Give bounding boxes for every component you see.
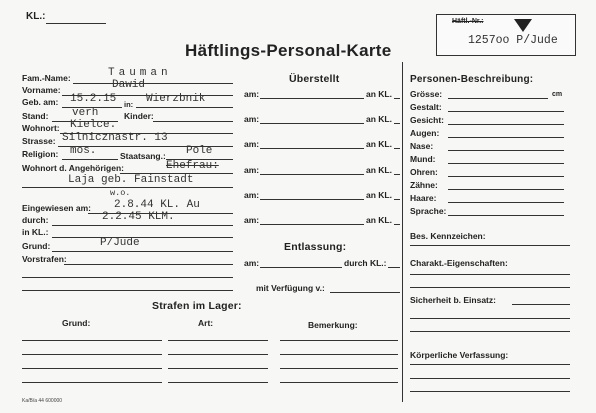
beschreibung-field-line — [448, 150, 564, 151]
beschreibung-field-label: Grösse: — [410, 89, 443, 99]
in-kl-line — [52, 237, 233, 238]
cm-label: cm — [552, 91, 563, 98]
strafen-bemerkung-line — [280, 354, 398, 355]
beschreibung-field-line — [448, 137, 564, 138]
entlassung-am-line — [260, 267, 342, 268]
ueberstellt-am-label: am: — [244, 139, 260, 149]
geb-am-value: 15.2.15 — [70, 93, 117, 105]
vorstrafen-line3 — [22, 290, 233, 291]
strafen-grund-label: Grund: — [62, 318, 91, 328]
beschreibung-field-label: Mund: — [410, 154, 436, 164]
beschreibung-field-line — [448, 215, 564, 216]
ueberstellt-an-kl-line — [394, 174, 400, 175]
ueberstellt-an-kl-label: an KL. — [366, 165, 392, 175]
vorstrafen-line2 — [22, 277, 233, 278]
ueberstellt-am-line — [260, 199, 364, 200]
religion-value: mos. — [70, 145, 97, 157]
strafen-grund-line — [22, 382, 162, 383]
koerper-line2 — [410, 378, 570, 379]
beschreibung-field-label: Nase: — [410, 141, 434, 151]
wohnort-label: Wohnort: — [22, 123, 60, 133]
strafen-grund-line — [22, 340, 162, 341]
entlassung-title: Entlassung: — [284, 241, 347, 253]
staatsang-label: Staatsang.: — [120, 151, 166, 161]
sicherheit-line2 — [410, 318, 570, 319]
ueberstellt-am-label: am: — [244, 165, 260, 175]
kl-line — [46, 23, 106, 24]
ueberstellt-am-label: am: — [244, 190, 260, 200]
triangle-badge-icon — [513, 18, 533, 33]
staatsang-value: Pole — [186, 145, 213, 157]
ueberstellt-an-kl-line — [394, 199, 400, 200]
strafen-art-line — [168, 382, 268, 383]
ueberstellt-an-kl-label: an KL. — [366, 139, 392, 149]
right-column-divider — [402, 62, 403, 402]
stand-label: Stand: — [22, 111, 49, 121]
wohnort-angeh-value1: Ehefrau: — [166, 160, 219, 172]
ueberstellt-am-line — [260, 98, 364, 99]
beschreibung-field-label: Sprache: — [410, 206, 447, 216]
ueberstellt-am-label: am: — [244, 114, 260, 124]
ueberstellt-am-line — [260, 174, 364, 175]
vorstrafen-label: Vorstrafen: — [22, 254, 67, 264]
strafen-bemerkung-label: Bemerkung: — [308, 320, 358, 330]
kinder-label: Kinder: — [124, 111, 154, 121]
grund-value: P/Jude — [100, 237, 140, 249]
durch-value: 2.2.45 KLM. — [102, 211, 175, 223]
ueberstellt-title: Überstellt — [289, 73, 340, 85]
vorname-label: Vorname: — [22, 85, 61, 95]
entlassung-am-label: am: — [244, 258, 260, 268]
charakt-line2 — [410, 287, 570, 288]
print-code: Ka/B/a 44 600000 — [22, 398, 63, 404]
bes-kennzeichen-label: Bes. Kennzeichen: — [410, 231, 486, 241]
sicherheit-label: Sicherheit b. Einsatz: — [410, 295, 496, 305]
beschreibung-field-line — [448, 176, 564, 177]
ueberstellt-an-kl-line — [394, 98, 400, 99]
ueberstellt-am-label: am: — [244, 215, 260, 225]
ueberstellt-an-kl-line — [394, 224, 400, 225]
ueberstellt-am-label: am: — [244, 89, 260, 99]
beschreibung-field-label: Augen: — [410, 128, 440, 138]
beschreibung-field-line — [448, 124, 564, 125]
koerper-line — [410, 364, 570, 365]
kinder-line — [153, 121, 233, 122]
ueberstellt-an-kl-label: an KL. — [366, 215, 392, 225]
durch-label: durch: — [22, 215, 49, 225]
stand-value: verh — [72, 107, 99, 119]
strafen-grund-line — [22, 354, 162, 355]
grund-line — [52, 251, 233, 252]
geb-am-label: Geb. am: — [22, 97, 59, 107]
ueberstellt-an-kl-line — [394, 123, 400, 124]
strafen-art-line — [168, 354, 268, 355]
eingewiesen-value: 2.8.44 KL. Au — [114, 199, 200, 211]
strafen-grund-line — [22, 368, 162, 369]
strafen-bemerkung-line — [280, 340, 398, 341]
entlassung-verfuegung-label: mit Verfügung v.: — [256, 283, 325, 293]
sicherheit-line — [512, 304, 570, 305]
wohnort-angeh-label: Wohnort d. Angehörigen: — [22, 163, 124, 173]
ueberstellt-am-line — [260, 148, 364, 149]
fam-name-value: Tauman — [108, 67, 172, 79]
ueberstellt-an-kl-line — [394, 148, 400, 149]
beschreibung-field-line — [448, 111, 564, 112]
charakt-line — [410, 274, 570, 275]
kl-label: KL.: — [26, 11, 46, 22]
wohnort-value: Kielce. — [70, 119, 117, 131]
strasse-label: Strasse: — [22, 136, 56, 146]
eingewiesen-label: Eingewiesen am: — [22, 203, 91, 213]
beschreibung-field-label: Gestalt: — [410, 102, 442, 112]
koerper-line3 — [410, 391, 570, 392]
entlassung-durch-kl-line — [388, 267, 400, 268]
religion-line — [62, 159, 118, 160]
strafen-art-line — [168, 368, 268, 369]
strafen-art-line — [168, 340, 268, 341]
beschreibung-field-line — [448, 98, 548, 99]
haeftl-nr-label: Häftl.-Nr.: — [452, 18, 484, 25]
entlassung-verfuegung-line — [330, 292, 400, 293]
strafen-art-label: Art: — [198, 318, 214, 328]
sicherheit-line3 — [410, 331, 570, 332]
fam-name-label: Fam.-Name: — [22, 73, 71, 83]
beschreibung-field-label: Gesicht: — [410, 115, 445, 125]
ueberstellt-an-kl-label: an KL. — [366, 114, 392, 124]
vorname-value: Dawid — [112, 79, 146, 91]
strafen-title: Strafen im Lager: — [152, 300, 242, 312]
in-kl-label: in KL.: — [22, 227, 49, 237]
beschreibung-field-label: Ohren: — [410, 167, 438, 177]
religion-label: Religion: — [22, 149, 59, 159]
beschreibung-field-label: Haare: — [410, 193, 437, 203]
in-value: Wierzbnik — [146, 93, 206, 105]
wohnort-angeh-value2: Laja geb. Fainstadt — [68, 174, 194, 186]
strasse-value: Silnicznastr. 13 — [62, 132, 168, 144]
vorstrafen-line — [64, 264, 233, 265]
bes-kennzeichen-line — [410, 245, 570, 246]
ueberstellt-an-kl-label: an KL. — [366, 190, 392, 200]
koerper-label: Körperliche Verfassung: — [410, 350, 509, 360]
durch-line — [52, 225, 233, 226]
entlassung-durch-kl-label: durch KL.: — [344, 258, 387, 268]
ueberstellt-am-line — [260, 123, 364, 124]
beschreibung-field-line — [448, 202, 564, 203]
beschreibung-field-line — [448, 189, 564, 190]
grund-label: Grund: — [22, 241, 51, 251]
fam-name-line — [73, 83, 233, 84]
in-label: in: — [124, 100, 134, 109]
beschreibung-field-line — [448, 163, 564, 164]
charakt-label: Charakt.-Eigenschaften: — [410, 258, 508, 268]
strafen-bemerkung-line — [280, 368, 398, 369]
wohnort-angeh-value3: w.o. — [110, 188, 131, 198]
ueberstellt-an-kl-label: an KL. — [366, 89, 392, 99]
haeftl-nr-value: 1257oo P/Jude — [468, 34, 558, 47]
in-line — [136, 107, 233, 108]
beschreibung-field-label: Zähne: — [410, 180, 438, 190]
ueberstellt-am-line — [260, 224, 364, 225]
card-title: Häftlings-Personal-Karte — [185, 41, 392, 60]
strafen-bemerkung-line — [280, 382, 398, 383]
beschreibung-title: Personen-Beschreibung: — [410, 74, 534, 85]
